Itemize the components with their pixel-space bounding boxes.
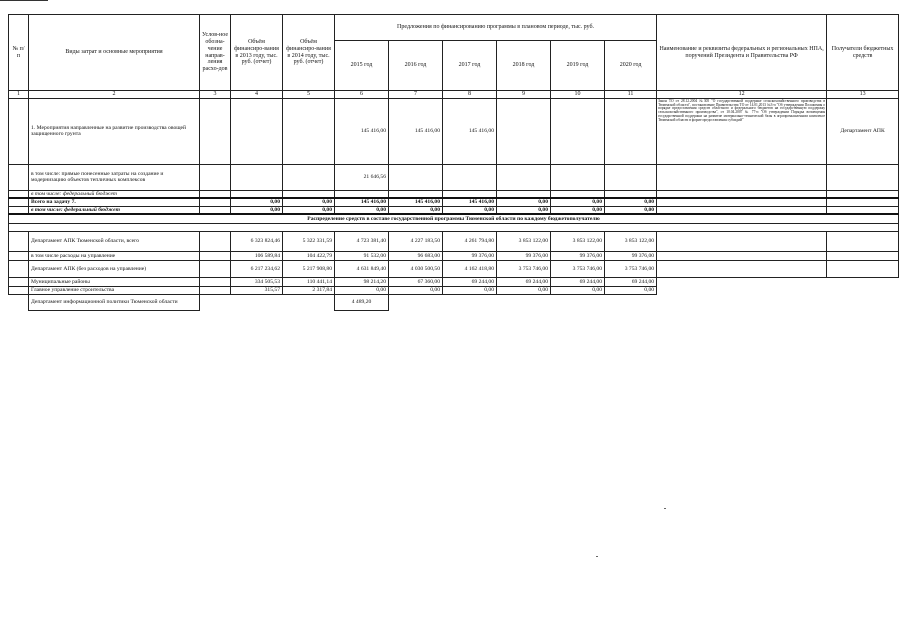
cell-empty: [827, 198, 899, 206]
budget-table-container: [8, 14, 894, 311]
value-2015: 0,00: [335, 286, 389, 294]
value-2019: 3 753 746,00: [551, 260, 605, 277]
value-2015: 21 646,56: [335, 164, 389, 190]
colnum: 5: [283, 91, 335, 99]
cell-empty: [443, 294, 497, 310]
cell-empty: [200, 277, 231, 286]
cell-empty: [605, 190, 657, 198]
header-code: Услов-ное обозна-чение направ-ления расхо-дов: [200, 15, 231, 91]
header-acts: Наименование и реквизиты федеральных и региональных НПА, поручений Президента и Правительства РФ: [657, 15, 827, 91]
cell-empty: [605, 164, 657, 190]
row-label: 1. Мероприятия направленные на развитие производства овощей защищенного грунта: [29, 98, 200, 164]
value-2017: 145 416,00: [443, 98, 497, 164]
value-2020: 99 376,00: [605, 251, 657, 260]
value-2016: 4 227 183,50: [389, 231, 443, 251]
header-fin-2013: Объём финансиро-вания в 2013 году, тыс. руб. (отчет): [231, 15, 283, 91]
cell-empty: [389, 164, 443, 190]
cell-empty: [827, 260, 899, 277]
cell-empty: [497, 190, 551, 198]
cell-empty: [200, 98, 231, 164]
value-2017: 145 416,00: [443, 198, 497, 206]
cell-empty: [605, 98, 657, 164]
cell-empty: [827, 251, 899, 260]
cell-empty: [9, 260, 29, 277]
cell-empty: [657, 206, 827, 214]
cell-empty: [827, 164, 899, 190]
spacer-row: [9, 223, 899, 231]
value-2014: 0,00: [283, 198, 335, 206]
value-2013: 0,00: [231, 198, 283, 206]
scan-speck: [596, 556, 598, 557]
cell-empty: [283, 98, 335, 164]
value-2018: 0,00: [497, 286, 551, 294]
header-recipients: Получатели бюджетных средств: [827, 15, 899, 91]
value-2019: 0,00: [551, 206, 605, 214]
value-2013: 315,57: [231, 286, 283, 294]
value-2016: 96 683,00: [389, 251, 443, 260]
cell-empty: [200, 251, 231, 260]
value-2015: 0,00: [335, 206, 389, 214]
cell-empty: [551, 190, 605, 198]
value-2014: 5 217 908,80: [283, 260, 335, 277]
row-label: Всего на задачу 7.: [29, 198, 200, 206]
colnum: 6: [335, 91, 389, 99]
cell-empty: [551, 98, 605, 164]
header-fin-2014: Объём финансиро-вания в 2014 году, тыс. руб. (отчет): [283, 15, 335, 91]
legal-acts-note: Закон ТО от 28.12.2004 №305 "О государственной поддержке сельскохозяйственного производства в Тюменской области", постановление Правительства ТО от 14.01.2013 №3-п "Об утверждении Положения о порядке предоставления средств областного и федерального бюджетов на государственную поддержку сельскохозяйственного производства", от 10.04.2007 № 77-п "Об утверждении Порядка возмещения государственной поддержки на развитие материально-технической базы в агропромышленном комплексе Тюменской области в форме предоставления субсидий": [657, 98, 827, 164]
value-2018: 0,00: [497, 206, 551, 214]
row-label: в том числе расходы на управление: [29, 251, 200, 260]
header-year: 2019 год: [551, 41, 605, 91]
cell-empty: [443, 164, 497, 190]
value-2016: 0,00: [389, 286, 443, 294]
cell-empty: [200, 198, 231, 206]
cell-empty: [200, 190, 231, 198]
cell-empty: [9, 251, 29, 260]
value-2018: 99 376,00: [497, 251, 551, 260]
cell-empty: [657, 198, 827, 206]
value-2018: 69 244,00: [497, 277, 551, 286]
cell-empty: [200, 260, 231, 277]
cell-empty: [827, 190, 899, 198]
value-2017: 0,00: [443, 286, 497, 294]
budget-table: [8, 14, 899, 311]
cell-empty: [283, 190, 335, 198]
value-2019: 3 853 122,00: [551, 231, 605, 251]
cell-empty: [9, 294, 29, 310]
cell-empty: [335, 190, 389, 198]
value-2020: 0,00: [605, 206, 657, 214]
cell-empty: [200, 164, 231, 190]
header-num: № п/п: [9, 15, 29, 91]
cell-empty: [231, 98, 283, 164]
header-year: 2020 год: [605, 41, 657, 91]
cell-empty: [9, 286, 29, 294]
cell-empty: [9, 164, 29, 190]
value-2019: 0,00: [551, 286, 605, 294]
colnum: 11: [605, 91, 657, 99]
value-2018: 3 753 746,00: [497, 260, 551, 277]
cell-empty: [551, 164, 605, 190]
header-year: 2015 год: [335, 41, 389, 91]
cell-empty: [827, 206, 899, 214]
cell-empty: [9, 206, 29, 214]
colnum: 12: [657, 91, 827, 99]
cell-empty: [497, 164, 551, 190]
value-2014: 0,00: [283, 206, 335, 214]
cell-empty: [200, 294, 231, 310]
colnum: 10: [551, 91, 605, 99]
colnum: 13: [827, 91, 899, 99]
top-rule: [0, 0, 48, 3]
value-2015: 4 489,20: [335, 294, 389, 310]
value-2014: 110 441,14: [283, 277, 335, 286]
value-2019: 69 244,00: [551, 277, 605, 286]
distribution-title: Распределение средств в составе государственной программы Тюменской области по каждому бюджетополучателю: [9, 214, 899, 223]
value-2013: 6 323 824,46: [231, 231, 283, 251]
cell-empty: [827, 231, 899, 251]
cell-empty: [9, 98, 29, 164]
cell-empty: [283, 294, 335, 310]
value-2020: 0,00: [605, 198, 657, 206]
value-2019: 0,00: [551, 198, 605, 206]
value-2017: 69 244,00: [443, 277, 497, 286]
row-label: в том числе: федеральный бюджет: [29, 190, 200, 198]
cell-empty: [657, 286, 827, 294]
value-2015: 98 214,20: [335, 277, 389, 286]
value-2020: 3 853 122,00: [605, 231, 657, 251]
value-2014: 5 322 331,59: [283, 231, 335, 251]
row-label: Главное управление строительства: [29, 286, 200, 294]
colnum: 1: [9, 91, 29, 99]
row-label: в том числе: прямые понесенные затраты на создание и модернизацию объектов тепличных комплексов: [29, 164, 200, 190]
value-2016: 4 030 500,50: [389, 260, 443, 277]
cell-empty: [657, 260, 827, 277]
value-2018: 3 853 122,00: [497, 231, 551, 251]
cell-empty: [9, 190, 29, 198]
row-label: в том числе: федеральный бюджет: [29, 206, 200, 214]
value-2015: 91 532,00: [335, 251, 389, 260]
row-label: Муниципальные районы: [29, 277, 200, 286]
cell-empty: [827, 286, 899, 294]
row-label: Департамент АПК (без расходов на управление): [29, 260, 200, 277]
row-label: Департамент информационной политики Тюменской области: [29, 294, 200, 310]
cell-empty: [551, 294, 605, 310]
cell-empty: [497, 98, 551, 164]
value-2016: 67 360,00: [389, 277, 443, 286]
cell-empty: [389, 190, 443, 198]
value-2017: 4 162 418,80: [443, 260, 497, 277]
cell-empty: [231, 190, 283, 198]
colnum: 3: [200, 91, 231, 99]
cell-empty: [827, 294, 899, 310]
recipient: Департамент АПК: [827, 98, 899, 164]
value-2016: 145 416,00: [389, 98, 443, 164]
colnum: 8: [443, 91, 497, 99]
header-year: 2016 год: [389, 41, 443, 91]
value-2013: 6 217 234,62: [231, 260, 283, 277]
colnum: 4: [231, 91, 283, 99]
cell-empty: [9, 231, 29, 251]
header-proposals: Предложения по финансированию программы в плановом периоде, тыс. руб.: [335, 15, 657, 41]
value-2020: 0,00: [605, 286, 657, 294]
cell-empty: [497, 294, 551, 310]
colnum: 2: [29, 91, 200, 99]
colnum: 7: [389, 91, 443, 99]
cell-empty: [657, 231, 827, 251]
cell-empty: [605, 294, 657, 310]
cell-empty: [200, 231, 231, 251]
value-2017: 99 376,00: [443, 251, 497, 260]
value-2018: 0,00: [497, 198, 551, 206]
header-year: 2018 год: [497, 41, 551, 91]
value-2014: 104 422,79: [283, 251, 335, 260]
cell-empty: [200, 286, 231, 294]
value-2015: 4 723 381,40: [335, 231, 389, 251]
value-2016: 0,00: [389, 206, 443, 214]
value-2019: 99 376,00: [551, 251, 605, 260]
value-2017: 0,00: [443, 206, 497, 214]
cell-empty: [657, 294, 827, 310]
cell-empty: [231, 294, 283, 310]
cell-empty: [283, 164, 335, 190]
cell-empty: [827, 277, 899, 286]
cell-empty: [657, 277, 827, 286]
cell-empty: [200, 206, 231, 214]
value-2015: 145 416,00: [335, 98, 389, 164]
cell-empty: [9, 277, 29, 286]
value-2016: 145 416,00: [389, 198, 443, 206]
cell-empty: [657, 164, 827, 190]
cell-empty: [389, 294, 443, 310]
cell-empty: [443, 190, 497, 198]
value-2020: 69 244,00: [605, 277, 657, 286]
header-year: 2017 год: [443, 41, 497, 91]
cell-empty: [9, 198, 29, 206]
scan-speck: [664, 508, 666, 509]
header-kind: Виды затрат и основные мероприятия: [29, 15, 200, 91]
value-2014: 2 317,84: [283, 286, 335, 294]
cell-empty: [657, 190, 827, 198]
value-2013: 106 589,84: [231, 251, 283, 260]
value-2013: 0,00: [231, 206, 283, 214]
value-2020: 3 753 746,00: [605, 260, 657, 277]
value-2017: 4 261 794,80: [443, 231, 497, 251]
cell-empty: [657, 251, 827, 260]
value-2015: 4 631 849,40: [335, 260, 389, 277]
value-2015: 145 416,00: [335, 198, 389, 206]
colnum: 9: [497, 91, 551, 99]
value-2013: 334 505,53: [231, 277, 283, 286]
cell-empty: [231, 164, 283, 190]
row-label: Департамент АПК Тюменской области, всего: [29, 231, 200, 251]
